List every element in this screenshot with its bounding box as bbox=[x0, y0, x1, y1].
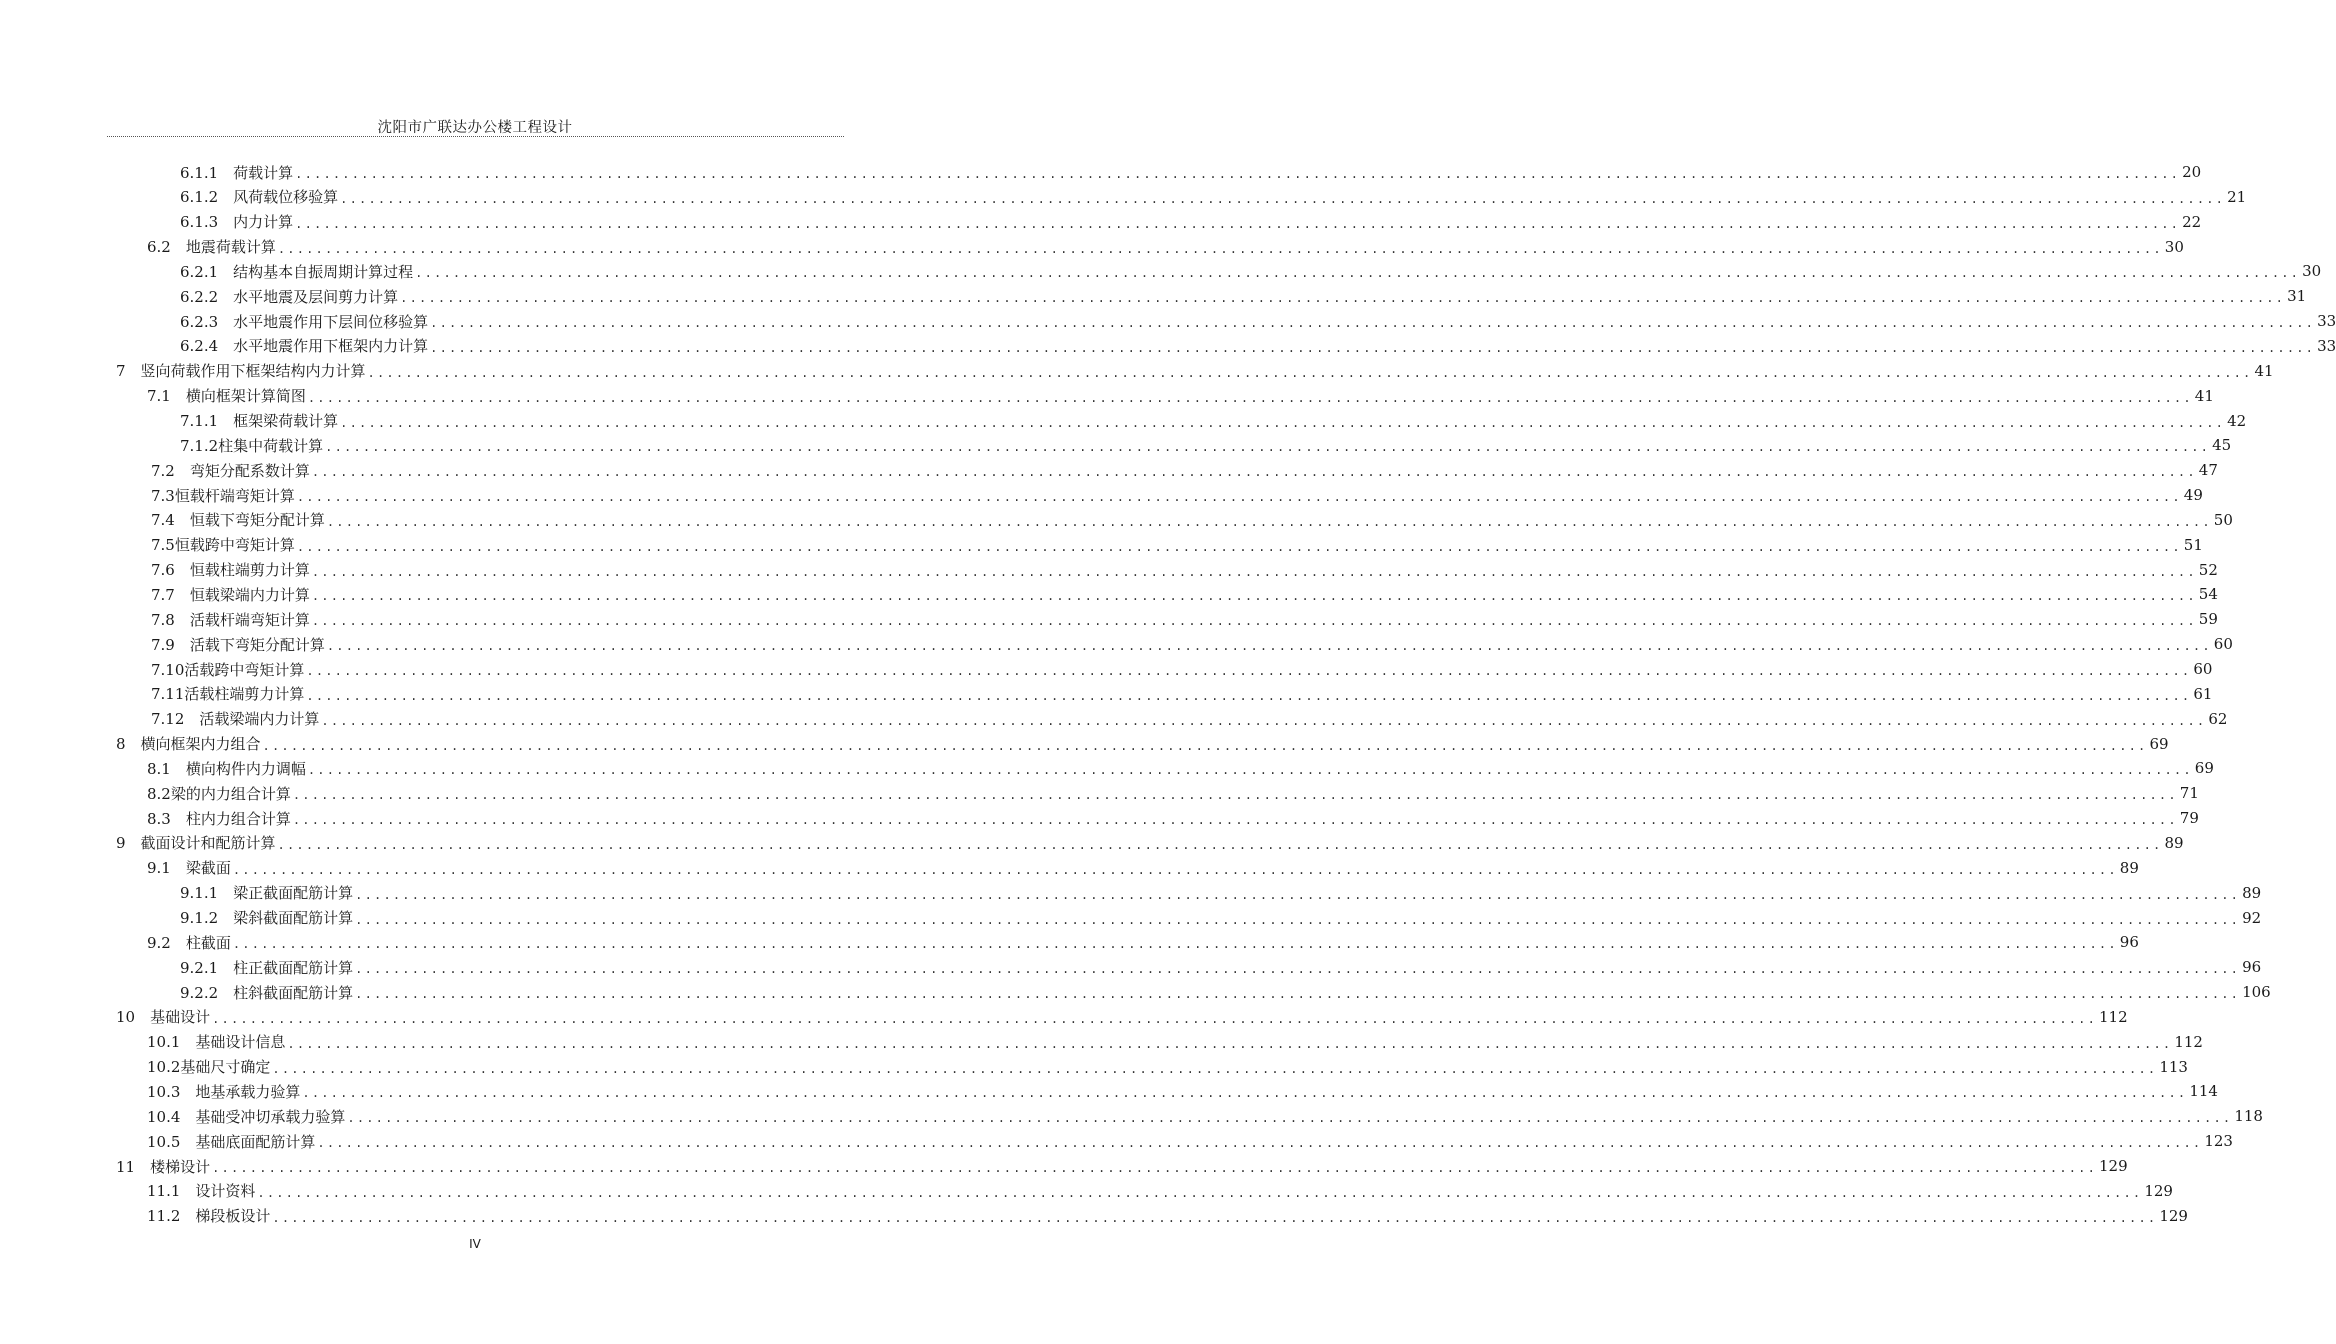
toc-entry-page: 51 bbox=[2183, 535, 2203, 554]
toc-leader-dots: ........................................................................................................................................................................................................ bbox=[302, 1086, 2188, 1101]
toc-leader-dots: ........................................................................................................................................................................................................ bbox=[415, 266, 2301, 281]
toc-entry[interactable] bbox=[180, 906, 2262, 930]
toc-entry-page: 30 bbox=[2164, 237, 2184, 256]
toc-entry-label: 7.10活载跨中弯矩计算 bbox=[151, 660, 305, 679]
toc-leader-dots: ........................................................................................................................................................................................................ bbox=[295, 216, 2181, 231]
toc-entry-label: 8.1 横向构件内力调幅 bbox=[147, 759, 306, 778]
toc-entry-label: 10.1 基础设计信息 bbox=[147, 1033, 286, 1052]
toc-entry-label: 6.1.1 荷载计算 bbox=[180, 163, 294, 182]
toc-entry-label: 7.1 横向框架计算简图 bbox=[147, 387, 306, 406]
toc-entry[interactable] bbox=[151, 607, 2218, 631]
toc-entry-page: 129 bbox=[2099, 1157, 2128, 1175]
toc-entry-page: 61 bbox=[2193, 684, 2213, 703]
toc-entry[interactable] bbox=[180, 259, 2322, 283]
toc-leader-dots: ........................................................................................................................................................................................................ bbox=[306, 688, 2192, 703]
toc-entry[interactable] bbox=[147, 1104, 2263, 1128]
header-divider bbox=[107, 136, 844, 137]
toc-entry[interactable] bbox=[147, 235, 2184, 259]
toc-entry-label: 7.6 恒载柱端剪力计算 bbox=[151, 561, 310, 580]
toc-leader-dots: ........................................................................................................................................................................................................ bbox=[292, 788, 2178, 803]
toc-entry-label: 11 楼梯设计 bbox=[116, 1157, 211, 1176]
toc-entry[interactable] bbox=[180, 185, 2247, 209]
toc-entry-page: 60 bbox=[2193, 660, 2213, 678]
toc-entry[interactable] bbox=[180, 160, 2202, 184]
toc-entry[interactable] bbox=[180, 210, 2202, 234]
toc-entry-page: 69 bbox=[2194, 759, 2214, 778]
toc-entry-label: 7.1.1 框架梁荷载计算 bbox=[180, 412, 339, 430]
toc-entry[interactable] bbox=[180, 881, 2262, 905]
toc-entry[interactable] bbox=[147, 1030, 2203, 1054]
toc-entry-page: 89 bbox=[2242, 883, 2262, 902]
toc-entry[interactable] bbox=[151, 707, 2228, 731]
toc-entry-page: 30 bbox=[2302, 262, 2322, 281]
toc-entry[interactable] bbox=[147, 781, 2199, 805]
toc-entry-label: 8 横向框架内力组合 bbox=[116, 735, 261, 754]
toc-entry-label: 7.3恒载杆端弯矩计算 bbox=[151, 486, 295, 505]
toc-leader-dots: ........................................................................................................................................................................................................ bbox=[306, 664, 2192, 678]
toc-entry-page: 129 bbox=[2159, 1206, 2188, 1225]
toc-entry-page: 96 bbox=[2242, 958, 2262, 977]
toc-leader-dots: ........................................................................................................................................................................................................ bbox=[232, 937, 2118, 952]
toc-entry[interactable] bbox=[180, 955, 2262, 979]
toc-leader-dots: ........................................................................................................................................................................................................ bbox=[311, 589, 2197, 604]
toc-entry-label: 9.1.1 梁正截面配筋计算 bbox=[180, 884, 354, 903]
toc-entry-label: 9.2.2 柱斜截面配筋计算 bbox=[180, 983, 354, 1002]
toc-leader-dots: ........................................................................................................................................................................................................ bbox=[212, 1161, 2098, 1175]
toc-leader-dots: ........................................................................................................................................................................................................ bbox=[355, 962, 2241, 977]
toc-leader-dots: ........................................................................................................................................................................................................ bbox=[340, 191, 2226, 206]
toc-leader-dots: ........................................................................................................................................................................................................ bbox=[262, 738, 2148, 753]
toc-entry-label: 6.1.3 内力计算 bbox=[180, 213, 294, 232]
toc-entry-page: 96 bbox=[2119, 933, 2139, 952]
toc-entry-label: 10.5 基础底面配筋计算 bbox=[147, 1132, 316, 1151]
toc-leader-dots: ........................................................................................................................................................................................................ bbox=[307, 390, 2193, 405]
toc-entry[interactable] bbox=[147, 856, 2139, 880]
toc-leader-dots: ........................................................................................................................................................................................................ bbox=[317, 1136, 2203, 1151]
running-header-title: 沈阳市广联达办公楼工程设计 bbox=[377, 120, 573, 136]
toc-entry-label: 9.2.1 柱正截面配筋计算 bbox=[180, 958, 354, 977]
toc-entry[interactable] bbox=[151, 533, 2203, 557]
toc-entry-page: 42 bbox=[2227, 411, 2247, 430]
toc-entry[interactable] bbox=[147, 1129, 2233, 1153]
toc-entry-page: 20 bbox=[2182, 163, 2202, 181]
toc-entry-page: 22 bbox=[2182, 212, 2202, 231]
toc-entry-page: 118 bbox=[2234, 1107, 2263, 1126]
toc-leader-dots: ........................................................................................................................................................................................................ bbox=[321, 713, 2207, 728]
toc-entry-page: 21 bbox=[2227, 187, 2247, 206]
toc-entry-label: 7.2 弯矩分配系数计算 bbox=[151, 461, 310, 480]
toc-entry-page: 79 bbox=[2179, 809, 2199, 828]
toc-entry-page: 69 bbox=[2149, 734, 2169, 753]
toc-entry-page: 123 bbox=[2204, 1132, 2233, 1151]
toc-leader-dots: ........................................................................................................................................................................................................ bbox=[296, 539, 2182, 554]
toc-leader-dots: ........................................................................................................................................................................................................ bbox=[340, 415, 2226, 430]
toc-entry[interactable] bbox=[151, 483, 2203, 507]
toc-entry[interactable] bbox=[180, 409, 2247, 433]
toc-entry-label: 7.4 恒载下弯矩分配计算 bbox=[151, 511, 325, 530]
toc-entry-page: 47 bbox=[2198, 461, 2218, 480]
toc-entry-label: 7.5恒载跨中弯矩计算 bbox=[151, 536, 295, 555]
toc-leader-dots: ........................................................................................................................................................................................................ bbox=[325, 440, 2211, 455]
toc-entry[interactable] bbox=[116, 732, 2169, 756]
toc-leader-dots: ........................................................................................................................................................................................................ bbox=[307, 763, 2193, 778]
toc-leader-dots: ........................................................................................................................................................................................................ bbox=[277, 837, 2163, 852]
toc-entry-label: 6.2 地震荷载计算 bbox=[147, 238, 276, 257]
toc-entry-page: 112 bbox=[2174, 1032, 2203, 1051]
toc-entry[interactable] bbox=[180, 433, 2232, 457]
toc-entry-label: 9.2 柱截面 bbox=[147, 933, 231, 952]
toc-leader-dots: ........................................................................................................................................................................................................ bbox=[292, 813, 2178, 828]
toc-entry-page: 71 bbox=[2179, 784, 2199, 803]
toc-entry[interactable] bbox=[151, 458, 2218, 482]
toc-entry-label: 8.3 柱内力组合计算 bbox=[147, 809, 291, 828]
toc-leader-dots: ........................................................................................................................................................................................................ bbox=[326, 639, 2212, 654]
toc-leader-dots: ........................................................................................................................................................................................................ bbox=[430, 340, 2316, 355]
toc-entry-label: 11.2 梯段板设计 bbox=[147, 1207, 271, 1226]
toc-leader-dots: ........................................................................................................................................................................................................ bbox=[311, 564, 2197, 579]
toc-entry-page: 41 bbox=[2194, 386, 2214, 405]
toc-entry-page: 52 bbox=[2198, 560, 2218, 579]
toc-entry-label: 7.9 活载下弯矩分配计算 bbox=[151, 635, 325, 654]
toc-entry-page: 89 bbox=[2164, 833, 2184, 852]
toc-entry[interactable] bbox=[116, 1005, 2128, 1029]
toc-entry[interactable] bbox=[180, 284, 2307, 308]
toc-entry[interactable] bbox=[180, 309, 2336, 333]
toc-entry-page: 92 bbox=[2242, 908, 2262, 927]
toc-entry-page: 31 bbox=[2287, 287, 2307, 306]
toc-entry-label: 9.1 梁截面 bbox=[147, 859, 231, 878]
toc-leader-dots: ........................................................................................................................................................................................................ bbox=[355, 912, 2241, 927]
toc-entry-label: 6.2.1 结构基本自振周期计算过程 bbox=[180, 262, 414, 281]
toc-leader-dots: ........................................................................................................................................................................................................ bbox=[326, 514, 2212, 529]
toc-entry[interactable] bbox=[147, 1179, 2173, 1203]
toc-leader-dots: ........................................................................................................................................................................................................ bbox=[355, 887, 2241, 902]
toc-entry[interactable] bbox=[151, 508, 2233, 532]
toc-entry-page: 114 bbox=[2189, 1082, 2218, 1101]
toc-entry-label: 7.1.2柱集中荷载计算 bbox=[180, 436, 324, 455]
toc-leader-dots: ........................................................................................................................................................................................................ bbox=[311, 465, 2197, 480]
toc-leader-dots: ........................................................................................................................................................................................................ bbox=[277, 241, 2163, 256]
toc-leader-dots: ........................................................................................................................................................................................................ bbox=[257, 1185, 2143, 1200]
toc-leader-dots: ........................................................................................................................................................................................................ bbox=[296, 490, 2182, 505]
toc-leader-dots: ........................................................................................................................................................................................................ bbox=[355, 987, 2241, 1002]
toc-leader-dots: ........................................................................................................................................................................................................ bbox=[232, 862, 2118, 877]
toc-leader-dots: ........................................................................................................................................................................................................ bbox=[272, 1061, 2158, 1076]
toc-entry[interactable] bbox=[147, 1055, 2188, 1079]
toc-leader-dots: ........................................................................................................................................................................................................ bbox=[400, 291, 2286, 306]
toc-entry-label: 10.3 地基承载力验算 bbox=[147, 1082, 301, 1101]
toc-entry[interactable] bbox=[151, 558, 2218, 582]
page-number: IV bbox=[469, 1237, 481, 1251]
toc-entry-label: 9.1.2 梁斜截面配筋计算 bbox=[180, 909, 354, 927]
toc-entry-page: 89 bbox=[2119, 858, 2139, 877]
toc-leader-dots: ........................................................................................................................................................................................................ bbox=[367, 365, 2253, 380]
toc-entry-page: 33 bbox=[2317, 312, 2336, 331]
toc-entry-page: 49 bbox=[2183, 486, 2203, 505]
toc-entry-label: 6.2.4 水平地震作用下框架内力计算 bbox=[180, 337, 429, 356]
toc-entry[interactable] bbox=[147, 930, 2139, 954]
toc-entry[interactable] bbox=[151, 682, 2213, 706]
toc-leader-dots: ........................................................................................................................................................................................................ bbox=[295, 167, 2181, 181]
toc-entry[interactable] bbox=[151, 657, 2213, 681]
toc-entry-label: 10 基础设计 bbox=[116, 1008, 211, 1027]
toc-entry-page: 62 bbox=[2208, 709, 2228, 728]
toc-entry-label: 7 竖向荷载作用下框架结构内力计算 bbox=[116, 362, 366, 381]
toc-entry-label: 6.1.2 风荷载位移验算 bbox=[180, 188, 339, 207]
toc-entry-page: 60 bbox=[2213, 635, 2233, 654]
toc-entry[interactable] bbox=[116, 831, 2184, 855]
toc-entry-page: 54 bbox=[2198, 585, 2218, 604]
toc-entry[interactable] bbox=[116, 1154, 2128, 1178]
toc-entry-label: 7.8 活载杆端弯矩计算 bbox=[151, 610, 310, 629]
toc-leader-dots: ........................................................................................................................................................................................................ bbox=[347, 1111, 2233, 1126]
toc-entry[interactable] bbox=[147, 1204, 2188, 1228]
toc-leader-dots: ........................................................................................................................................................................................................ bbox=[287, 1036, 2173, 1051]
toc-entry[interactable] bbox=[151, 582, 2218, 606]
toc-entry-page: 45 bbox=[2212, 436, 2232, 455]
toc-entry-page: 112 bbox=[2099, 1007, 2128, 1026]
toc-entry-page: 59 bbox=[2198, 610, 2218, 629]
toc-entry[interactable] bbox=[147, 1079, 2218, 1103]
toc-entry[interactable] bbox=[180, 980, 2271, 1004]
toc-entry[interactable] bbox=[147, 384, 2214, 408]
toc-entry-label: 10.4 基础受冲切承载力验算 bbox=[147, 1107, 346, 1126]
toc-entry-page: 50 bbox=[2213, 510, 2233, 529]
toc-entry[interactable] bbox=[147, 756, 2214, 780]
toc-entry-label: 10.2基础尺寸确定 bbox=[147, 1058, 271, 1077]
toc-entry-page: 113 bbox=[2159, 1057, 2188, 1076]
toc-entry-page: 129 bbox=[2144, 1181, 2173, 1200]
toc-entry[interactable] bbox=[180, 334, 2336, 358]
toc-entry-label: 8.2梁的内力组合计算 bbox=[147, 784, 291, 803]
toc-entry-page: 41 bbox=[2254, 361, 2274, 380]
toc-entry-label: 11.1 设计资料 bbox=[147, 1182, 256, 1201]
toc-entry-label: 9 截面设计和配筋计算 bbox=[116, 834, 276, 853]
toc-leader-dots: ........................................................................................................................................................................................................ bbox=[430, 316, 2316, 331]
toc-entry-label: 6.2.2 水平地震及层间剪力计算 bbox=[180, 287, 399, 306]
toc-entry-label: 7.12 活载梁端内力计算 bbox=[151, 710, 320, 729]
toc-entry-label: 7.11活载柱端剪力计算 bbox=[151, 685, 305, 704]
toc-leader-dots: ........................................................................................................................................................................................................ bbox=[311, 614, 2197, 629]
toc-entry[interactable] bbox=[151, 632, 2233, 656]
toc-entry-page: 106 bbox=[2242, 983, 2271, 1002]
toc-entry-label: 7.7 恒载梁端内力计算 bbox=[151, 585, 310, 604]
toc-leader-dots: ........................................................................................................................................................................................................ bbox=[272, 1210, 2158, 1225]
toc-leader-dots: ........................................................................................................................................................................................................ bbox=[212, 1011, 2098, 1026]
toc-entry[interactable] bbox=[147, 806, 2199, 830]
toc-entry[interactable] bbox=[116, 359, 2274, 383]
toc-entry-label: 6.2.3 水平地震作用下层间位移验算 bbox=[180, 312, 429, 331]
toc-entry-page: 33 bbox=[2317, 336, 2336, 355]
